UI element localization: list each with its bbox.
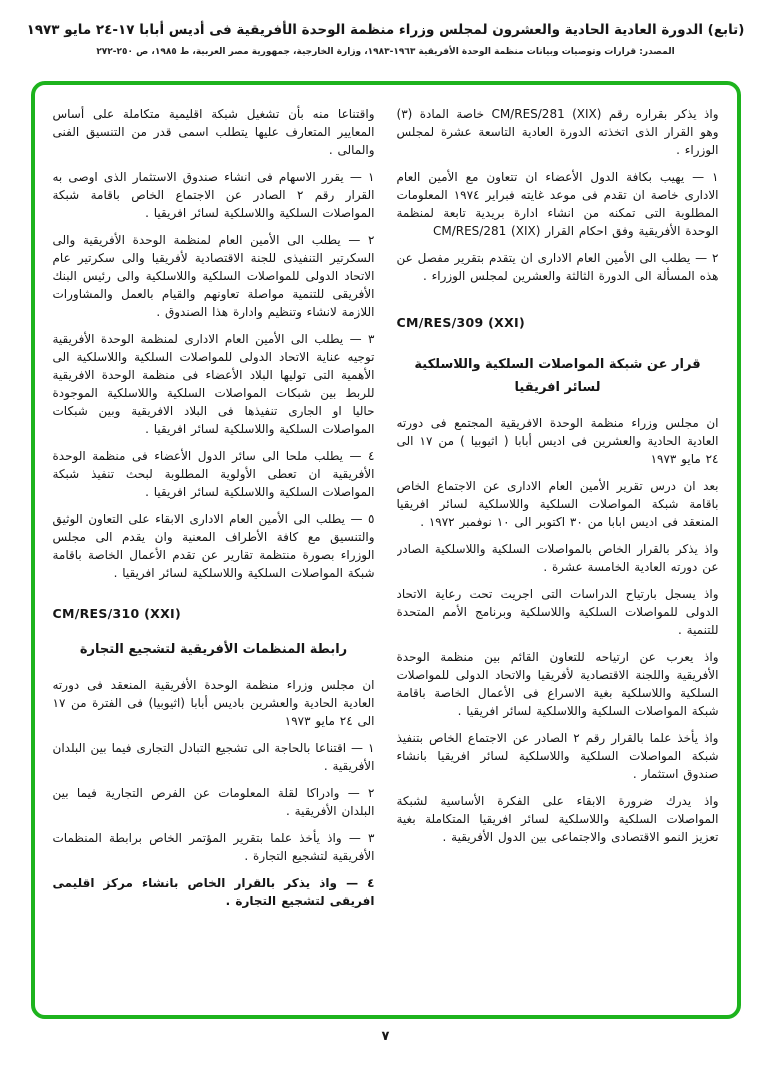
two-column-layout	[53, 105, 719, 999]
page-header	[0, 0, 771, 57]
resolution-code: CM/RES/309 (XXI)	[396, 315, 526, 330]
numbered-item: ٤ — يطلب ملحا الى سائر الدول الأعضاء فى منظمة الوحدة الأفريقية ان تعطى الأولوية المطلوبة لبحث تنفيذ شبكة المواصلات السلكية واللاسلكية لسائر افريقيا .	[52, 449, 375, 499]
numbered-item: ٤ — واذ يذكر بالقرار الخاص بانشاء مركز اقليمى افريقى لتشجيع التجارة .	[52, 875, 375, 908]
numbered-item: ٢ — وادراكا لقلة المعلومات عن الفرص التجارية فيما بين البلدان الأفريقية .	[52, 785, 375, 818]
paragraph: واقتناعا منه بأن تشغيل شبكة اقليمية متكاملة على أساس المعايير المتعارف عليها يتطلب اسمى قدر من التنسيق الفنى والمالى .	[52, 107, 375, 157]
page-footer	[0, 1029, 771, 1044]
resolution-title: رابطة المنظمات الأفريقية لتشجيع التجارة	[79, 642, 348, 657]
paragraph: واذ يدرك ضرورة الابقاء على الفكرة الأساسية لشبكة المواصلات السلكية واللاسلكية لسائر افريقيا المتكاملة بغية تعزيز النمو الاقتصادى والاجتماعى بين الدول الأفريقية .	[396, 793, 719, 844]
resolution-title: قرار عن شبكة المواصلات السلكية واللاسلكية لسائر افريقيا	[414, 357, 701, 395]
numbered-item: ١ — يقرر الاسهام فى انشاء صندوق الاستثمار الذى اوصى به القرار رقم ٢ الصادر عن الاجتماع الخاص باقامة شبكة المواصلات السلكية واللاسلكية لسائر افريقيا .	[52, 170, 375, 220]
numbered-item: ١ — اقتناعا بالحاجة الى تشجيع التبادل التجارى فيما بين البلدان الأفريقية .	[52, 740, 375, 773]
resolution-code: CM/RES/310 (XXI)	[52, 606, 182, 621]
document-title: (تابع) الدورة العادية الحادية والعشرون لمجلس وزراء منظمة الوحدة الأفريقية فى أديس أبابا ١٧-٢٤ مايو ١٩٧٣	[26, 22, 745, 38]
numbered-item: ٣ — يطلب الى الأمين العام الادارى لمنظمة الوحدة الأفريقية توجيه عناية الاتحاد الدولى للمواصلات السلكية واللاسلكية الى الأهمية التى توليها البلاد الأعضاء فى منظمة الوحدة الافريقية للربط بين شبكات المواصلات السلكية واللاسلكية الموجودة حاليا او الجارى تنفيذها فى البلاد الافريقية وبين شبكات المواصلات السلكية واللاسلكية لسائر افريقيا .	[52, 332, 375, 436]
paragraph: ان مجلس وزراء منظمة الوحدة الأفريقية المنعقد فى دورته العادية الحادية والعشرين باديس أبابا (اثيوبيا) فى الفترة من ١٧ الى ٢٤ مايو ١٩٧٣	[52, 677, 375, 728]
numbered-item: ١ — يهيب بكافة الدول الأعضاء ان تتعاون مع الأمين العام الادارى خاصة ان تقدم فى موعد غايته فبراير ١٩٧٤ المعلومات المطلوبة التى تمكنه من انشاء ادارة بريدية تابعة لمنظمة الوحدة الأفريقية وفق احكام القرار CM/RES/281 (XIX)	[396, 170, 719, 238]
paragraph: ان مجلس وزراء منظمة الوحدة الافريقية المجتمع فى دورته العادية الحادية والعشرين فى اديس أبابا ( اثيوبيا ) من ١٧ الى ٢٤ مايو ١٩٧٣	[396, 415, 719, 466]
paragraph: واذ يذكر بالقرار الخاص بالمواصلات السلكية واللاسلكية الصادر عن دورته العادية الخامسة عشرة .	[396, 541, 719, 574]
green-content-frame	[31, 81, 741, 1019]
paragraph: واذ يعرب عن ارتياحه للتعاون القائم بين منظمة الوحدة الأفريقية واللجنة الاقتصادية لأفريقيا والاتحاد الدولى للمواصلات السلكية واللاسلكية بغية الاسراع فى الأعمال الخاصة باقامة شبكة المواصلات السلكية واللاسلكية لسائر افريقيا .	[396, 649, 719, 718]
page-number: ٧	[381, 1029, 390, 1044]
paragraph: واذ يذكر بقراره رقم CM/RES/281 (XIX) خاصة المادة (٣) وهو القرار الذى اتخذته الدورة العادية التاسعة عشرة لمجلس الوزراء .	[396, 107, 719, 157]
numbered-item: ٢ — يطلب الى الأمين العام الادارى ان يتقدم بتقرير مفصل عن هذه المسألة الى الدورة الثالثة والعشرين لمجلس الوزراء .	[396, 251, 719, 283]
column-left	[53, 105, 375, 999]
numbered-item: ٢ — يطلب الى الأمين العام لمنظمة الوحدة الأفريقية والى السكرتير التنفيذى للجنة الاقتصادية لأفريقيا والى سكرتير عام الاتحاد الدولى للمواصلات السلكية واللاسلكية والى رئيس البنك الأفريقى للتنمية مواصلة تعاونهم والقيام بالعمل والمشاورات اللازمة لانشاء وتنظيم وادارة هذا الصندوق .	[52, 233, 375, 319]
paragraph: واذ يسجل بارتياح الدراسات التى اجريت تحت رعاية الاتحاد الدولى للمواصلات السلكية واللاسلكية وبرنامج الأمم المتحدة للتنمية .	[396, 586, 719, 637]
source-citation: المصدر: قرارات وتوصيات وبيانات منظمة الوحدة الأفريقية ١٩٦٣-١٩٨٣، وزارة الخارجية، جمهورية مصر العربية، ط ١٩٨٥، ص ٢٥٠-٢٧٢	[96, 47, 675, 57]
paragraph: واذ يأخذ علما بالقرار رقم ٢ الصادر عن الاجتماع الخاص بتنفيذ شبكة المواصلات السلكية واللاسلكية لسائر افريقيا بانشاء صندوق استثمار .	[396, 730, 719, 781]
numbered-item: ٣ — واذ يأخذ علما بتقرير المؤتمر الخاص برابطة المنظمات الأفريقية لتشجيع التجارة .	[52, 830, 375, 863]
column-right	[397, 105, 719, 999]
numbered-item: ٥ — يطلب الى الأمين العام الادارى الابقاء على التعاون الوثيق والتنسيق مع كافة الأطراف المعنية وان يقدم الى مجلس الوزراء بصورة منتظمة تقارير عن تقدم الأعمال الخاصة باقامة شبكة المواصلات السلكية واللاسلكية لسائر افريقيا .	[52, 512, 375, 580]
paragraph: بعد ان درس تقرير الأمين العام الادارى عن الاجتماع الخاص باقامة شبكة المواصلات السلكية واللاسلكية لسائر افريقيا المنعقد فى اديس ابابا من ٣٠ اكتوبر الى ١٠ نوفمبر ١٩٧٢ .	[396, 478, 719, 529]
